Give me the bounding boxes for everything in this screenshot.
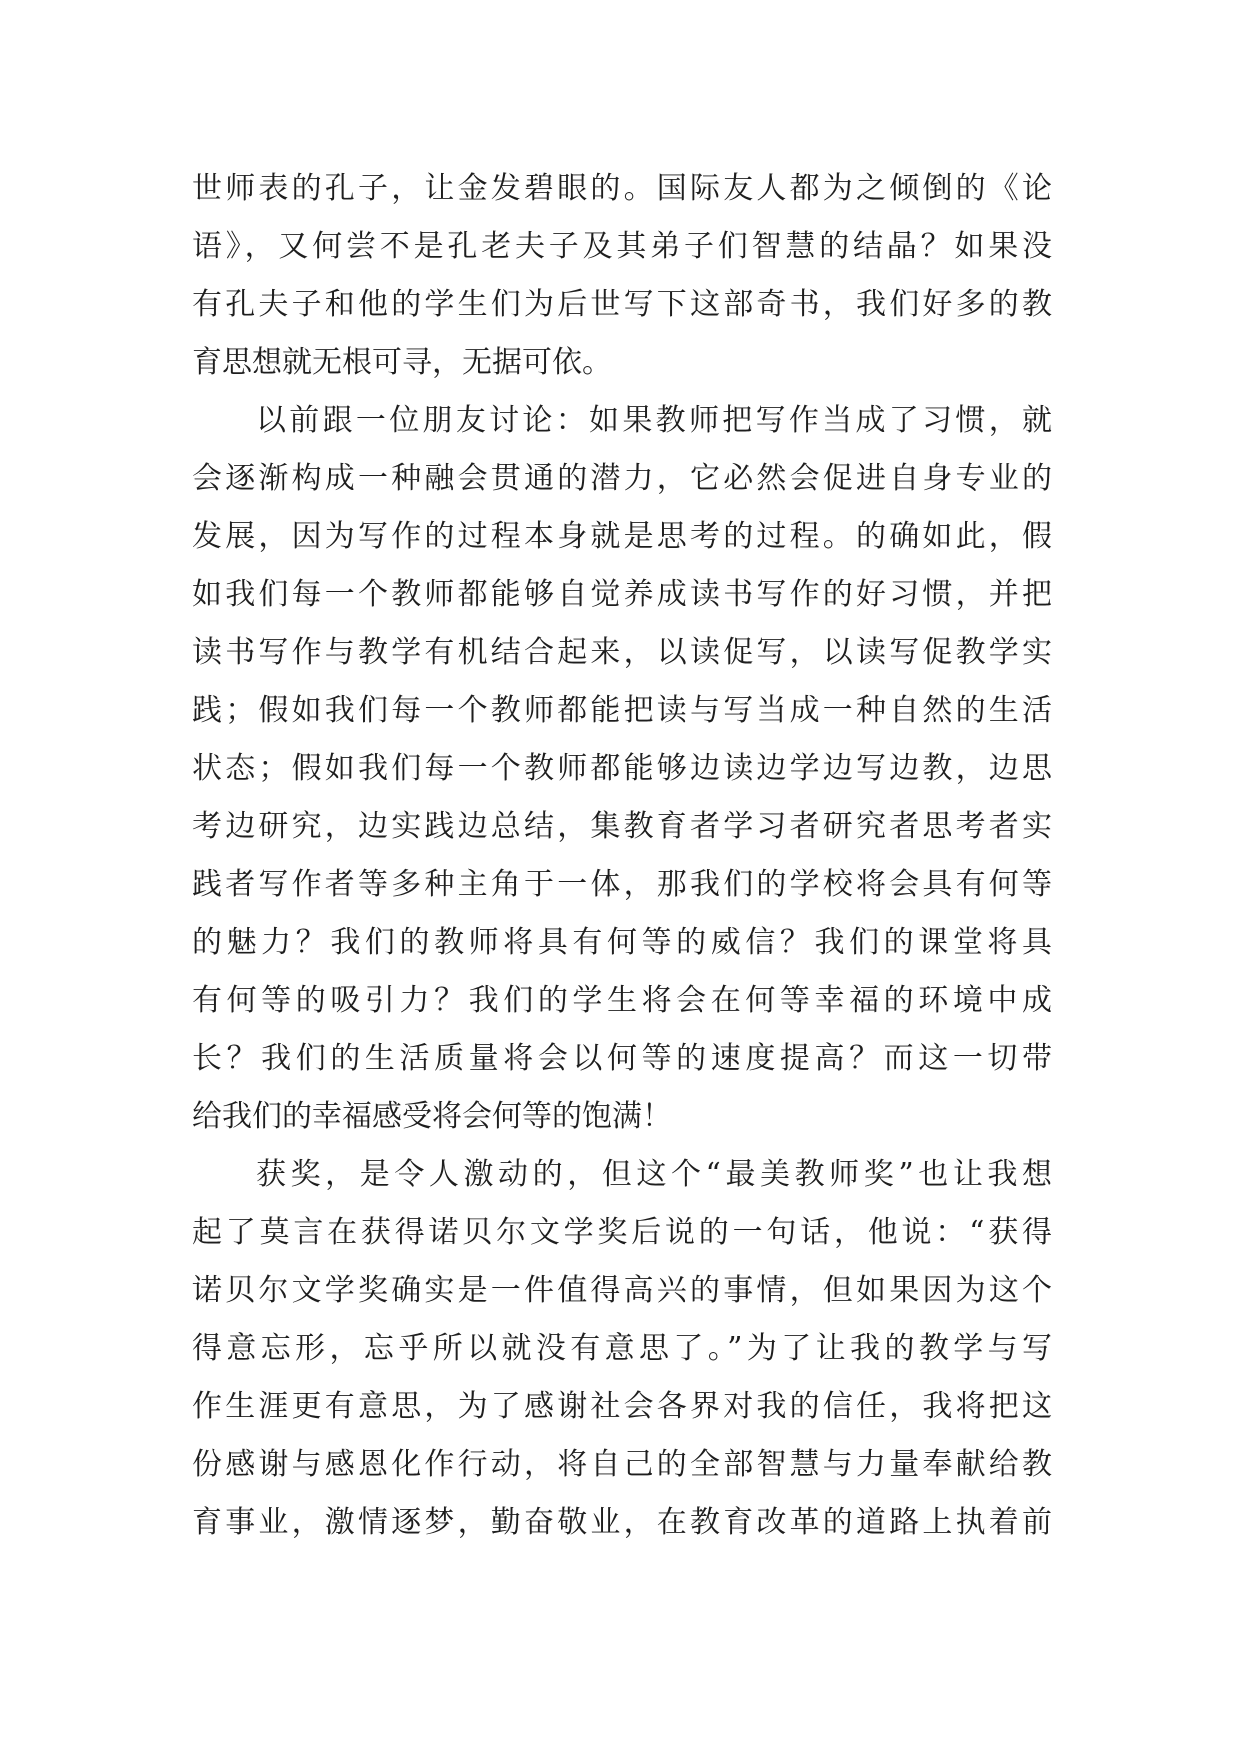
text-line: 有何等的吸引力？我们的学生将会在何等幸福的环境中成 bbox=[192, 983, 1052, 1018]
text-line: 育事业，激情逐梦，勤奋敬业，在教育改革的道路上执着前 bbox=[192, 1505, 1052, 1540]
text-line: 长？我们的生活质量将会以何等的速度提高？而这一切带 bbox=[192, 1041, 1052, 1076]
text-line: 给我们的幸福感受将会何等的饱满！ bbox=[192, 1099, 672, 1134]
text-line: 份感谢与感恩化作行动，将自己的全部智慧与力量奉献给教 bbox=[192, 1447, 1052, 1482]
text-line: 考边研究，边实践边总结，集教育者学习者研究者思考者实 bbox=[192, 809, 1052, 844]
text-line: 有孔夫子和他的学生们为后世写下这部奇书，我们好多的教 bbox=[192, 287, 1052, 322]
text-line: 世师表的孔子，让金发碧眼的。国际友人都为之倾倒的《论 bbox=[192, 171, 1052, 206]
text-line: 语》，又何尝不是孔老夫子及其弟子们智慧的结晶？如果没 bbox=[192, 229, 1052, 264]
text-line: 的魅力？我们的教师将具有何等的威信？我们的课堂将具 bbox=[192, 925, 1052, 960]
text-line: 以前跟一位朋友讨论：如果教师把写作当成了习惯，就 bbox=[256, 403, 1052, 438]
text-line: 状态；假如我们每一个教师都能够边读边学边写边教，边思 bbox=[192, 751, 1052, 786]
text-line: 作生涯更有意思，为了感谢社会各界对我的信任，我将把这 bbox=[192, 1389, 1052, 1424]
text-line: 践；假如我们每一个教师都能把读与写当成一种自然的生活 bbox=[192, 693, 1052, 728]
text-line: 会逐渐构成一种融会贯通的潜力，它必然会促进自身专业的 bbox=[192, 461, 1052, 496]
text-line: 诺贝尔文学奖确实是一件值得高兴的事情，但如果因为这个 bbox=[192, 1273, 1052, 1308]
text-line: 践者写作者等多种主角于一体，那我们的学校将会具有何等 bbox=[192, 867, 1052, 902]
text-line: 发展，因为写作的过程本身就是思考的过程。的确如此，假 bbox=[192, 519, 1052, 554]
text-line: 获奖，是令人激动的，但这个“最美教师奖”也让我想 bbox=[256, 1157, 1052, 1192]
text-line: 起了莫言在获得诺贝尔文学奖后说的一句话，他说：“获得 bbox=[192, 1215, 1052, 1250]
text-line: 育思想就无根可寻，无据可依。 bbox=[192, 345, 612, 380]
body-text bbox=[192, 160, 1052, 1552]
text-line: 读书写作与教学有机结合起来，以读促写，以读写促教学实 bbox=[192, 635, 1052, 670]
text-line: 得意忘形，忘乎所以就没有意思了。”为了让我的教学与写 bbox=[192, 1331, 1052, 1366]
text-line: 如我们每一个教师都能够自觉养成读书写作的好习惯，并把 bbox=[192, 577, 1052, 612]
